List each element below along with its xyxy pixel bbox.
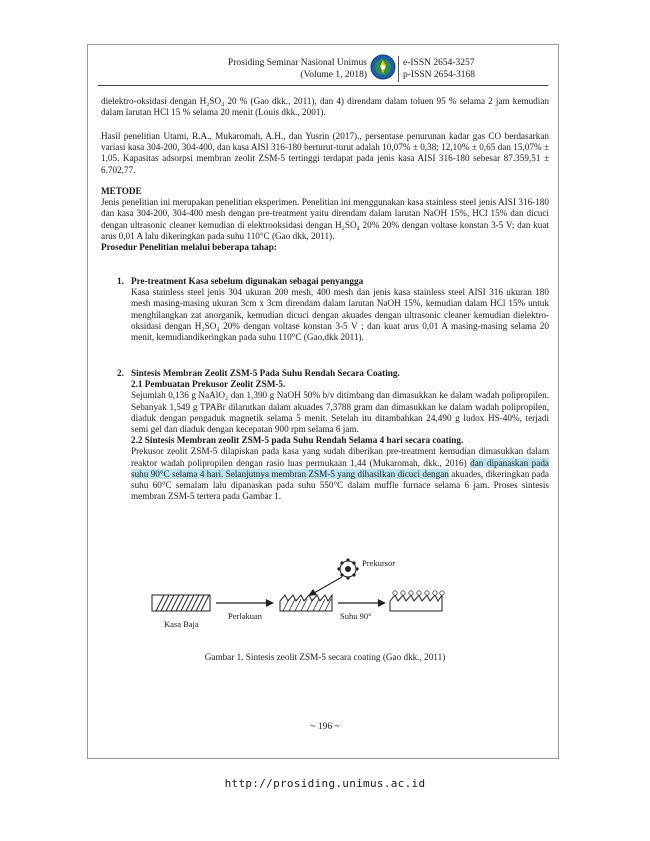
method-text: Jenis penelitian ini merupakan penelitian eksperimen. Penelitian ini menggunakan kasa stainless steel jenis AISI 316-180 dan kasa 304-200, 304-400 mesh dengan pre-treatment yaitu direndam dalam larutan NaOH 15%, HCl 15% dan dicuci dengan ultrasonic cleaner kemudian di elektrooksidasi dengan H₂SO₄ 20% 20% dengan voltase konstan 3-5 V; dan kuat arus 0,01 A lalu dikeringkan pada suhu 110°C (Gao dkk, 2011). xyxy=(101,197,549,241)
method-section xyxy=(101,186,549,253)
arrow-down-icon xyxy=(308,577,342,596)
coated-mesh-shape xyxy=(390,591,444,611)
item1-text: Kasa stainless steel jenis 304 ukuran 200 mesh, 400 mesh dan jenis kasa stainless steel AISI 316 ukuran 180 mesh masing-masing ukuran 3cm x 3cm direndam dalam larutan NaOH 15%, kemudian dalam HCl 15% untuk menghilangkan zat anorganik, kemudian dicuci dengan akuades dengan ultrasonic cleaner kemudian dielektro-oksidasi dengan H₂SO₄ 20% dengan voltase konstan 3-5 V ; dan kuat arus 0,01 A masing-masing selama 20 menit, kemudiandikeringkan pada suhu 110°C (Gao,dkk 2011). xyxy=(131,287,549,343)
results-text: Hasil penelitian Utami, R.A., Mukaromah, A.H., dan Yusrin (2017)., persentase penurunan kadar gas CO berdasarkan variasi kasa 304-200, 304-400, dan kasa AISI 316-180 berturut-turut adalah 10,07% ± 0,38; 12,10% ± 0,65 dan 15,07% ± 1,05. Kapasitas adsorpsi membran zeolit ZSM-5 tertinggi terdapat pada jenis kasa AISI 316-180 sebesar 87.359,51 ± 6.702,77. xyxy=(101,131,549,175)
unimus-logo xyxy=(370,54,396,80)
header-rule xyxy=(98,85,548,86)
treated-mesh-shape xyxy=(280,595,332,611)
item2-number: 2. xyxy=(117,368,124,378)
item22-highlighted-text: dan dipanaskan pada suhu 90°C selama 4 hari. Selanjutnya membran ZSM-5 yang dihasilkan dicuci dengan xyxy=(131,457,549,479)
procedure-heading: Prosedur Penelitian melalui beberapa tahap: xyxy=(101,242,277,253)
item2 xyxy=(131,368,549,502)
synthesis-figure xyxy=(150,555,450,635)
footer-url[interactable]: http://prosiding.unimus.ac.id xyxy=(224,777,426,790)
intro-text: dielektro-oksidasi dengan H₂SO₄ 20 % (Gao dkk., 2011), dan 4) direndam dalam toluen 95 % selama 2 jam kemudian dalam larutan HCl 15 % selama 20 menit (Louis dkk., 2001). xyxy=(101,96,549,118)
proceedings-title-line1: Prosiding Seminar Nasional Unimus xyxy=(227,58,367,68)
header-divider xyxy=(398,56,399,82)
item22-text xyxy=(131,446,549,502)
item1-title: Pre-treatment Kasa sebelum digunakan sebagai penyangga xyxy=(131,276,364,286)
proceedings-title-line2: (Volume 1, 2018) xyxy=(300,69,367,80)
page-number: ~ 196 ~ xyxy=(310,722,340,732)
pissn: p-ISSN 2654-3168 xyxy=(403,69,476,80)
issn-block xyxy=(403,58,513,81)
item22-text-b: akuades, dikeringkan pada suhu 60°C semalam lalu dipanaskan pada suhu 550°C dalam muffle furnace selama 6 jam. Proses sintesis membran ZSM-5 tertera pada Gambar 1. xyxy=(131,468,549,502)
label-suhu: Suhu 90° xyxy=(340,611,372,621)
item22-title: 2.2 Sintesis Membran zeolit ZSM-5 pada Suhu Rendah Selama 4 hari secara coating. xyxy=(131,435,464,446)
arrow-1-icon xyxy=(216,599,274,607)
item1 xyxy=(131,276,549,343)
results-paragraph xyxy=(101,131,549,176)
label-prekursor: Prekursor xyxy=(362,558,396,568)
arrow-2-icon xyxy=(338,599,386,607)
steel-mesh-shape xyxy=(152,595,210,611)
item21-title: 2.1 Pembuatan Prekusor Zeolit ZSM-5. xyxy=(131,379,286,390)
item2-title: Sintesis Membran Zeolit ZSM-5 Pada Suhu Rendah Secara Coating. xyxy=(131,368,400,378)
figure-caption: Gambar 1. Sintesis zeolit ZSM-5 secara coating (Gao dkk., 2011) xyxy=(204,652,446,662)
precursor-particle-icon xyxy=(337,558,358,579)
item22-text-a: Prekusor zeolit ZSM-5 dilapiskan pada kasa yang sudah diberikan pre-treatment kemudian dimasukkan dalam reaktor wadah polipropilen dengan rasio luas permukaan 1,44 (Mukaromah, dkk., 2016) xyxy=(131,446,549,468)
label-kasa-baja: Kasa Baja xyxy=(164,619,199,629)
method-heading: METODE xyxy=(101,186,142,196)
item1-number: 1. xyxy=(117,276,124,286)
proceedings-title xyxy=(207,58,367,81)
intro-paragraph xyxy=(101,96,549,118)
eissn: e-ISSN 2654-3257 xyxy=(403,58,475,68)
item21-text: Sejumlah 0,136 g NaAlO₂ dan 1,390 g NaOH 50% b/v ditimbang dan dimasukkan ke dalam wadah polipropilen. Sebanyak 1,549 g TPABr dilarutkan dalam akuades 7,3788 gram dan dimasukkan ke dalam wadah polipropilen, diaduk dengan pengaduk magnetik selama 5 menit. Setelah itu ditambahkan 24,490 g ludox HS-40%, terjadi semi gel dan diaduk dengan kecepatan 900 rpm selama 6 jam. xyxy=(131,390,549,435)
label-perlakuan: Perlakuan xyxy=(228,611,262,621)
